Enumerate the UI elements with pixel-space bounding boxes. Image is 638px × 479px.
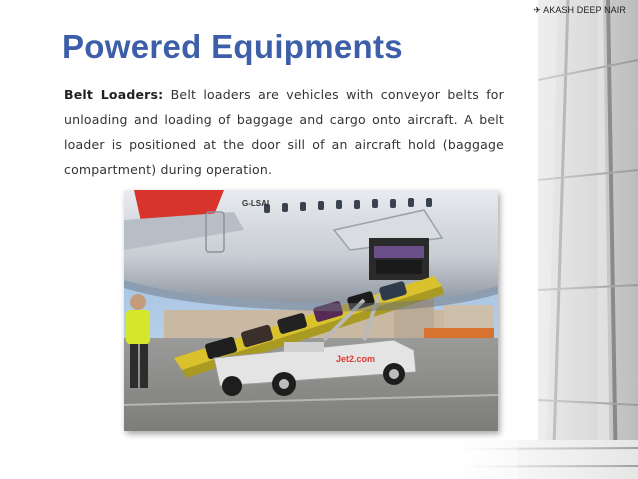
slide-title: Powered Equipments xyxy=(62,28,403,65)
author-name: AKASH DEEP NAIR xyxy=(543,5,626,15)
plane-icon: ✈ xyxy=(533,5,542,15)
author-label xyxy=(533,5,626,16)
slide-paragraph xyxy=(64,82,504,182)
aircraft-registration: G-LSAI xyxy=(242,199,270,208)
term-label: Belt Loaders: xyxy=(64,87,164,102)
belt-loader-photo xyxy=(124,190,498,431)
photo-illustration xyxy=(124,190,498,431)
vehicle-brand: Jet2.com xyxy=(336,354,376,364)
term-description: Belt loaders are vehicles with conveyor belts for unloading and loading of baggage and cargo onto aircraft. A belt loader is positioned at the door sill of an aircraft hold (baggage compartment) during operation. xyxy=(64,87,504,177)
